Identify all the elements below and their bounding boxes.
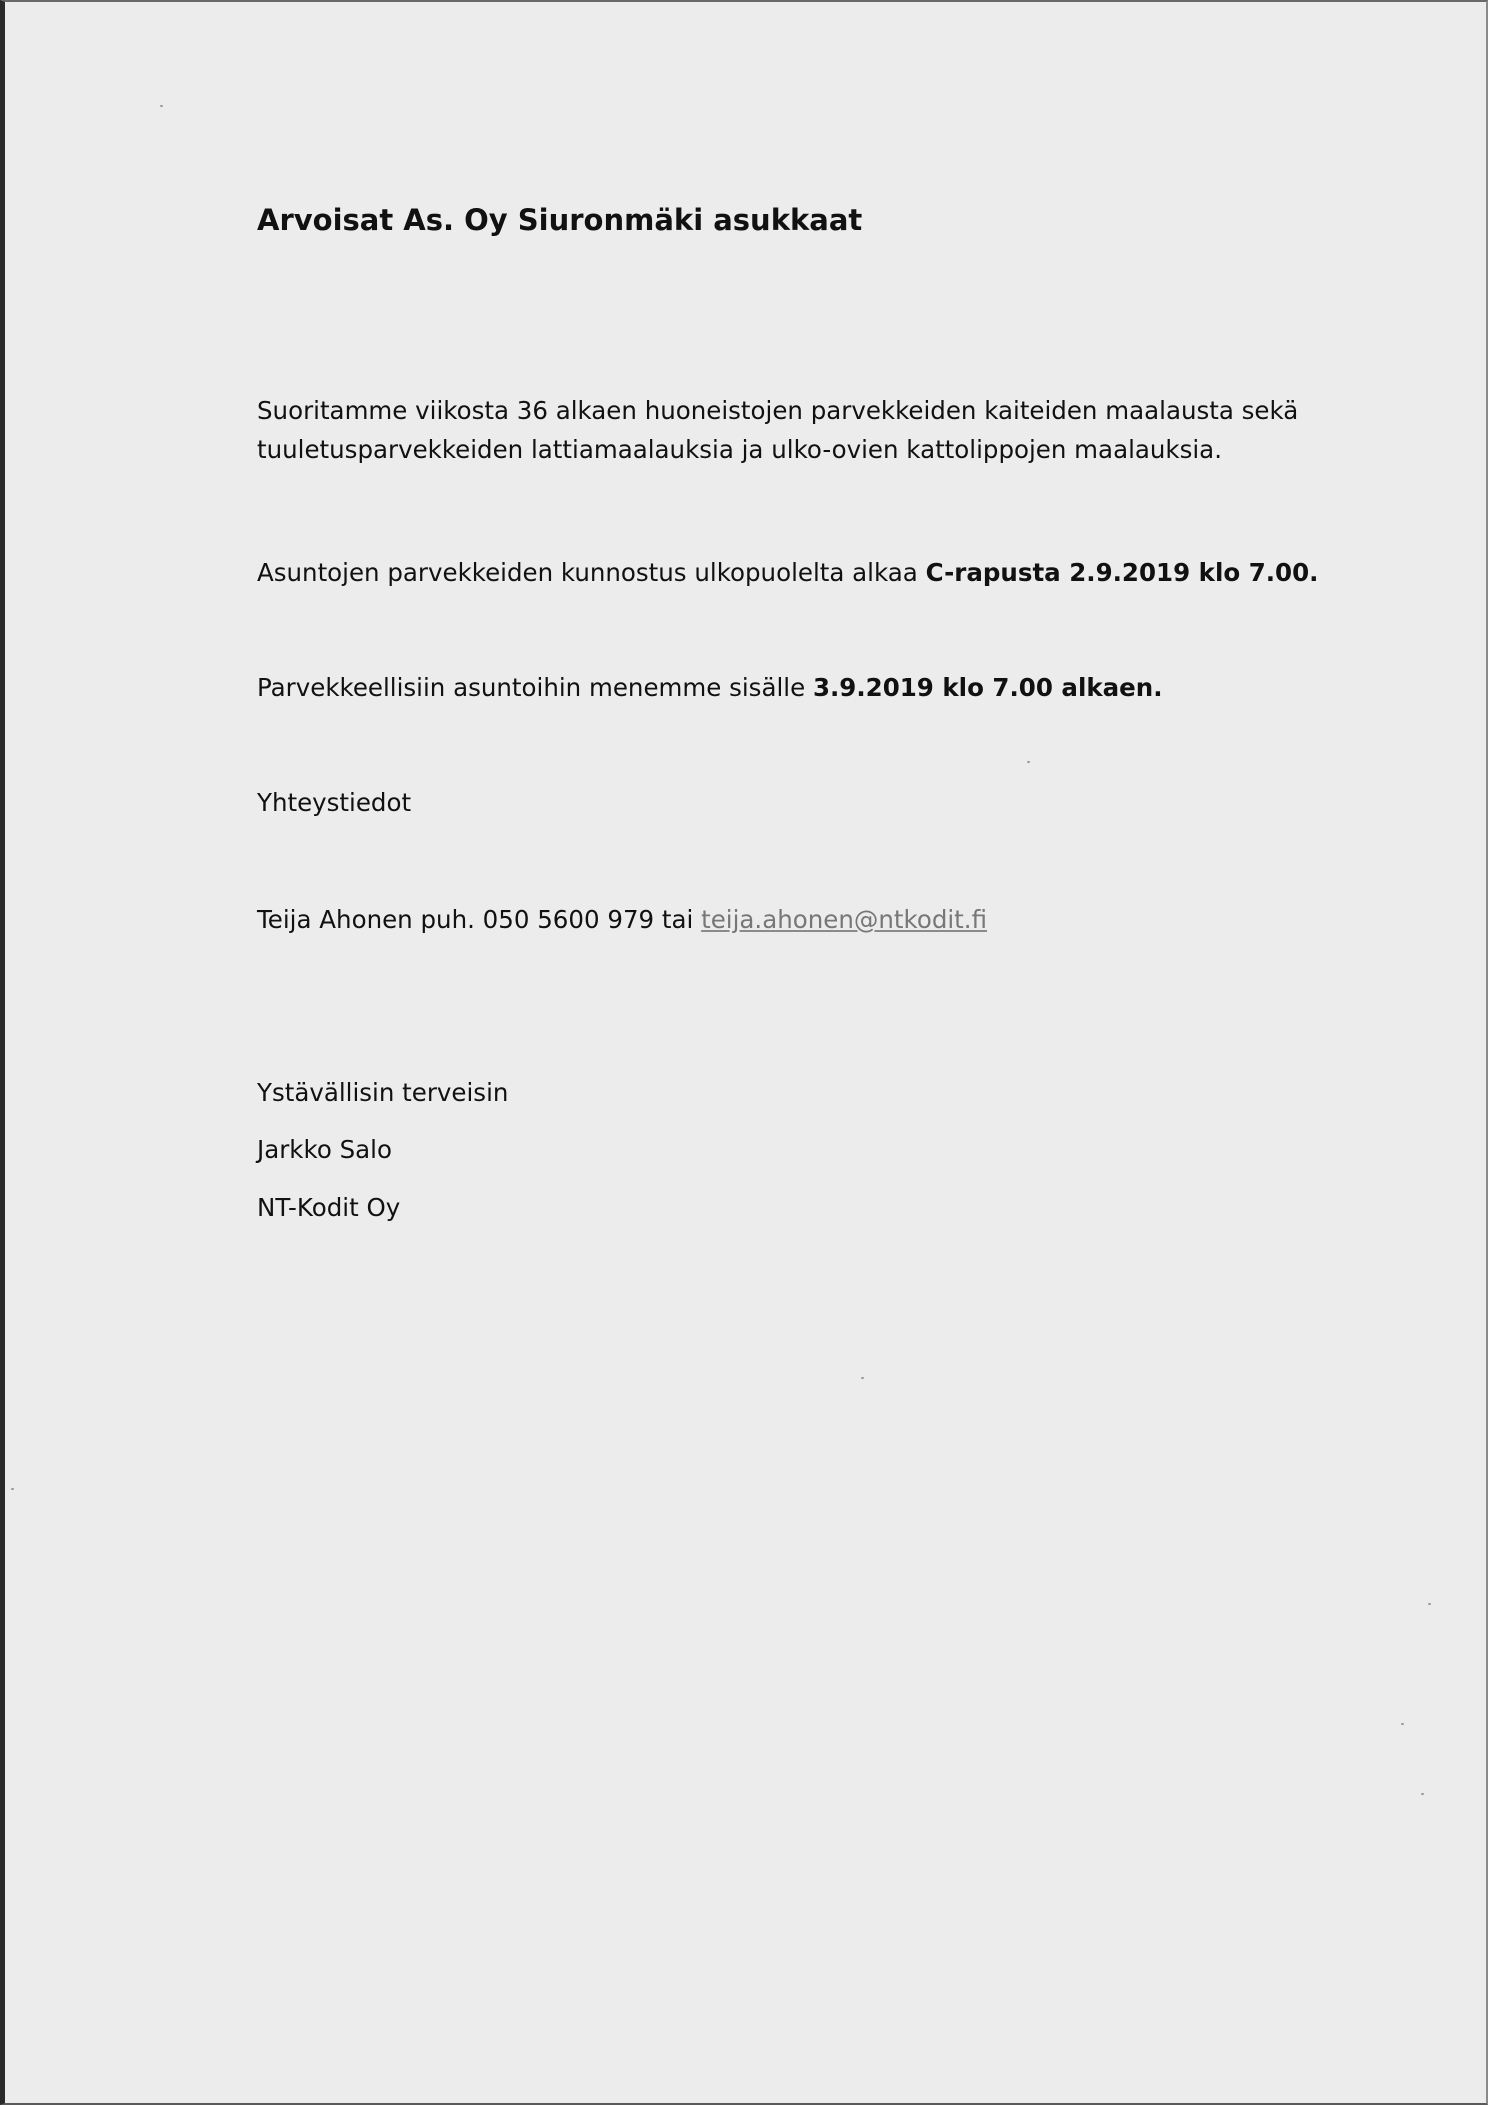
interior-schedule-text: Parvekkeellisiin asuntoihin menemme sisälle	[257, 673, 813, 702]
interior-schedule-paragraph	[257, 668, 1163, 707]
letter-title: Arvoisat As. Oy Siuronmäki asukkaat	[257, 203, 863, 237]
intro-paragraph	[257, 391, 1298, 469]
company-name: NT-Kodit Oy	[257, 1193, 401, 1222]
scan-speck	[1401, 1723, 1404, 1725]
closing-greeting: Ystävällisin terveisin	[257, 1078, 509, 1107]
contact-text: Teija Ahonen puh. 050 5600 979 tai	[257, 905, 702, 934]
interior-schedule-date: 3.9.2019 klo 7.00 alkaen.	[812, 673, 1163, 702]
contact-email-link[interactable]: teija.ahonen@ntkodit.fi	[701, 905, 988, 934]
scan-speck	[861, 1377, 864, 1379]
signer-name: Jarkko Salo	[257, 1135, 392, 1164]
scan-speck	[160, 105, 163, 107]
scan-speck	[1027, 761, 1030, 763]
intro-line-2: tuuletusparvekkeiden lattiamaalauksia ja ulko-ovien kattolippojen maalauksia.	[257, 435, 1222, 464]
exterior-schedule-date: C-rapusta 2.9.2019 klo 7.00.	[925, 558, 1319, 587]
scan-speck	[1428, 1603, 1431, 1605]
scan-speck	[11, 1488, 14, 1490]
exterior-schedule-text: Asuntojen parvekkeiden kunnostus ulkopuolelta alkaa	[257, 558, 926, 587]
intro-line-1: Suoritamme viikosta 36 alkaen huoneistojen parvekkeiden kaiteiden maalausta sekä	[257, 396, 1299, 425]
contact-paragraph	[257, 900, 987, 939]
contact-heading: Yhteystiedot	[257, 788, 412, 817]
exterior-schedule-paragraph	[257, 553, 1318, 592]
scan-speck	[1421, 1793, 1424, 1795]
